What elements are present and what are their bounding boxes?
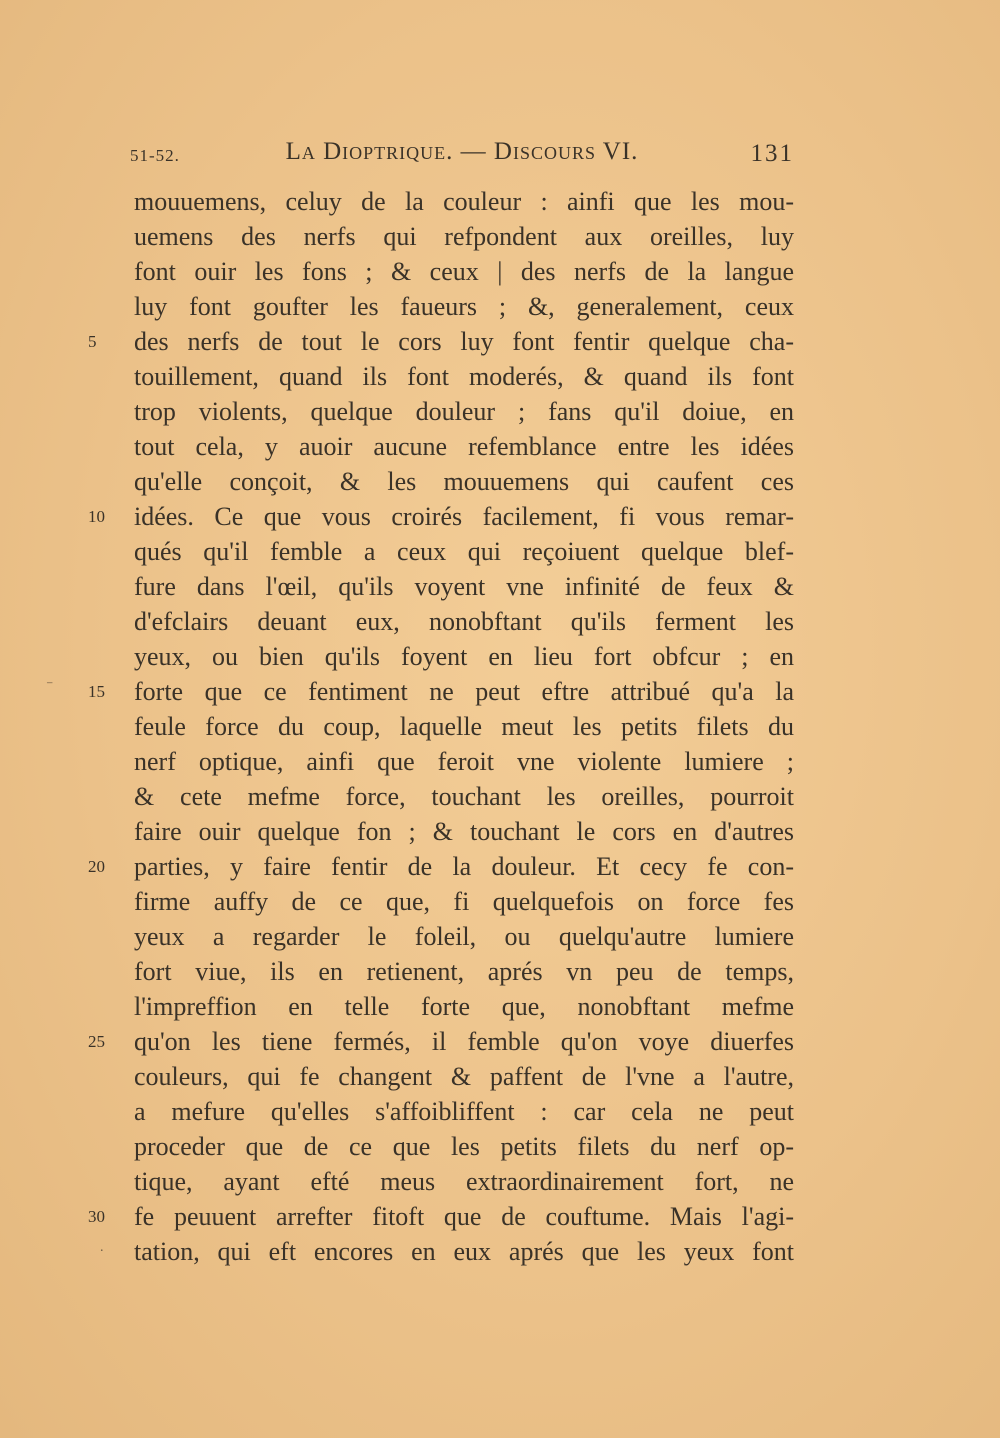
text-line: yeux a regarder le foleil, ou quelqu'autre lumiere xyxy=(134,922,794,951)
text-line: touillement, quand ils font moderés, & quand ils font xyxy=(134,362,794,391)
text-line: faire ouir quelque fon ; & touchant le cors en d'autres xyxy=(134,817,794,846)
text-line: couleurs, qui fe changent & paffent de l'vne a l'autre, xyxy=(134,1062,794,1091)
text-line: tout cela, y auoir aucune refemblance entre les idées xyxy=(134,432,794,461)
margin-mark: ⁻ xyxy=(46,679,54,694)
text-line: qu'on les tiene fermés, il femble qu'on voye diuerfes xyxy=(134,1027,794,1056)
text-line: tique, ayant efté meus extraordinairement fort, ne xyxy=(134,1167,794,1196)
text-line: fe peuuent arrefter fitoft que de couftume. Mais l'agi- xyxy=(134,1202,794,1231)
text-line: feule force du coup, laquelle meut les petits filets du xyxy=(134,712,794,741)
text-line: qu'elle conçoit, & les mouuemens qui caufent ces xyxy=(134,467,794,496)
text-line: proceder que de ce que les petits filets du nerf op- xyxy=(134,1132,794,1161)
text-line: a mefure qu'elles s'affoibliffent : car cela ne peut xyxy=(134,1097,794,1126)
text-line: l'impreffion en telle forte que, nonobftant mefme xyxy=(134,992,794,1021)
text-line: fort viue, ils en retienent, aprés vn peu de temps, xyxy=(134,957,794,986)
text-line: d'efclairs deuant eux, nonobftant qu'ils ferment les xyxy=(134,607,794,636)
text-line: des nerfs de tout le cors luy font fentir quelque cha- xyxy=(134,327,794,356)
page-range: 51-52. xyxy=(130,146,180,165)
text-line: uemens des nerfs qui refpondent aux oreilles, luy xyxy=(134,222,794,251)
text-line: trop violents, quelque douleur ; fans qu'il doiue, en xyxy=(134,397,794,426)
text-line: font ouir les fons ; & ceux | des nerfs de la langue xyxy=(134,257,794,286)
text-line: firme auffy de ce que, fi quelquefois on force fes xyxy=(134,887,794,916)
page-number: 131 xyxy=(750,140,794,167)
text-line: luy font goufter les faueurs ; &, generalement, ceux xyxy=(134,292,794,321)
line-number: 25 xyxy=(88,1032,105,1051)
margin-dot: . xyxy=(100,1240,104,1255)
text-line: yeux, ou bien qu'ils foyent en lieu fort obfcur ; en xyxy=(134,642,794,671)
line-number: 5 xyxy=(88,332,97,351)
text-line: & cete mefme force, touchant les oreilles, pourroit xyxy=(134,782,794,811)
text-line: forte que ce fentiment ne peut eftre attribué qu'a la xyxy=(134,677,794,706)
text-line: parties, y faire fentir de la douleur. Et cecy fe con- xyxy=(134,852,794,881)
text-line: tation, qui eft encores en eux aprés que les yeux font xyxy=(134,1237,794,1266)
line-number: 20 xyxy=(88,857,105,876)
text-line: idées. Ce que vous croirés facilement, fi vous remar- xyxy=(134,502,794,531)
text-line: nerf optique, ainfi que feroit vne violente lumiere ; xyxy=(134,747,794,776)
line-number: 30 xyxy=(88,1207,105,1226)
running-title: La Dioptrique. — Discours VI. xyxy=(285,138,639,165)
text-line: mouuemens, celuy de la couleur : ainfi que les mou- xyxy=(134,187,794,216)
line-number: 15 xyxy=(88,682,105,701)
text-line: qués qu'il femble a ceux qui reçoiuent quelque blef- xyxy=(134,537,794,566)
text-line: fure dans l'œil, qu'ils voyent vne infinité de feux & xyxy=(134,572,794,601)
body-text xyxy=(134,184,794,1269)
running-header xyxy=(130,138,794,174)
line-number: 10 xyxy=(88,507,105,526)
